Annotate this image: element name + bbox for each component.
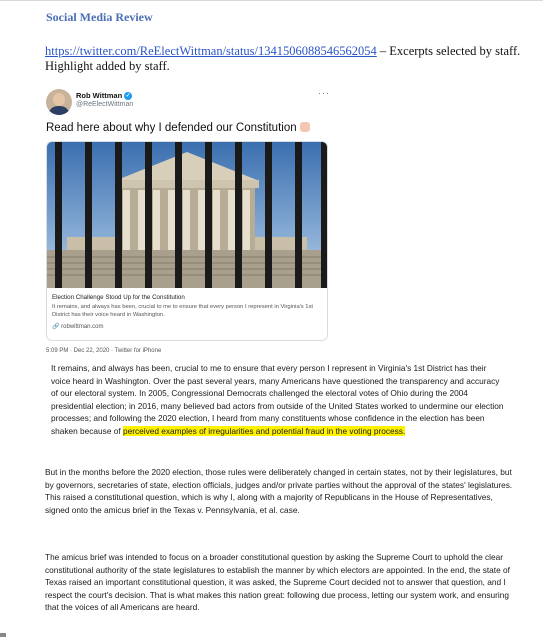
supreme-court-image <box>47 142 327 288</box>
source-line <box>45 44 525 74</box>
more-options-icon[interactable]: ··· <box>318 88 330 98</box>
section-title: Social Media Review <box>46 10 153 24</box>
source-link[interactable]: https://twitter.com/ReElectWittman/status/1341506088546562054 <box>45 44 377 58</box>
author-name[interactable] <box>76 91 132 100</box>
tweet-text <box>46 122 310 134</box>
avatar[interactable] <box>46 89 72 115</box>
excerpt-paragraph-3: The amicus brief was intended to focus on a broader constitutional question by asking the Supreme Court to uphold the clear constitutional authority of the state legislatures to establish the manner by which electors are appointed. In the end, the state of Texas raised an important constitutional question, it was asked, the Supreme Court decided not to answer that question, and I respect the court's decision. That is what makes this nation great: following due process, letting our system work, and ensuring that the voices of all Americans are heard. <box>45 552 510 613</box>
pointing-hand-emoji-icon <box>300 122 310 132</box>
card-description: It remains, and always has been, crucial to me to ensure that every person I represent in Virginia's 1st District has their voice heard in Washington. <box>52 304 314 318</box>
link-icon: 🔗 <box>52 324 60 330</box>
highlighted-excerpt: perceived examples of irregularities and potential fraud in the voting process. <box>122 425 406 436</box>
top-divider <box>0 0 543 1</box>
page-corner-mark <box>0 633 6 637</box>
source-note: – Excerpts selected by staff. Highlight added by staff. <box>45 44 521 73</box>
tweet-text-body: Read here about why I defended our Constitution <box>46 122 297 134</box>
card-link[interactable] <box>52 323 104 330</box>
card-link-text[interactable]: robwittman.com <box>61 324 104 330</box>
excerpt-paragraph-2: But in the months before the 2020 election, those rules were deliberately changed in certain states, not by their legislatures, but by governors, secretaries of state, election officials, judges and/or private parties without the approval of the states' legislatures. This raised a constitutional question, which is why I, along with a majority of Republicans in the House of Representatives, signed onto the amicus brief in the Texas v. Pennsylvania, et al. case. <box>45 467 513 515</box>
tweet-timestamp[interactable]: 5:09 PM · Dec 22, 2020 · Twitter for iPhone <box>46 348 162 354</box>
link-preview-card[interactable] <box>46 141 328 341</box>
excerpt-paragraph-1 <box>51 362 507 438</box>
author-handle[interactable]: @ReElectWittman <box>76 101 134 108</box>
excerpt-p1-text: It remains, and always has been, crucial to me to ensure that every person I represent in Virginia's 1st District has their voice heard in Washington. Over the past several years, many Americans have questioned the transparency and accuracy of our electoral system. In 2005, Congressional Democrats challenged the electoral votes of Ohio during the 2004 presidential election; in 2016, many believed bad actors from outside of the United States worked to undermine our election processes; and following the 2020 election, I heard from many constituents whose confidence in the election has been shaken because of <box>51 363 504 436</box>
verified-badge-icon: ✓ <box>125 93 131 100</box>
card-title: Election Challenge Stood Up for the Constitution <box>52 294 185 301</box>
author-name-text[interactable]: Rob Wittman <box>76 91 123 100</box>
